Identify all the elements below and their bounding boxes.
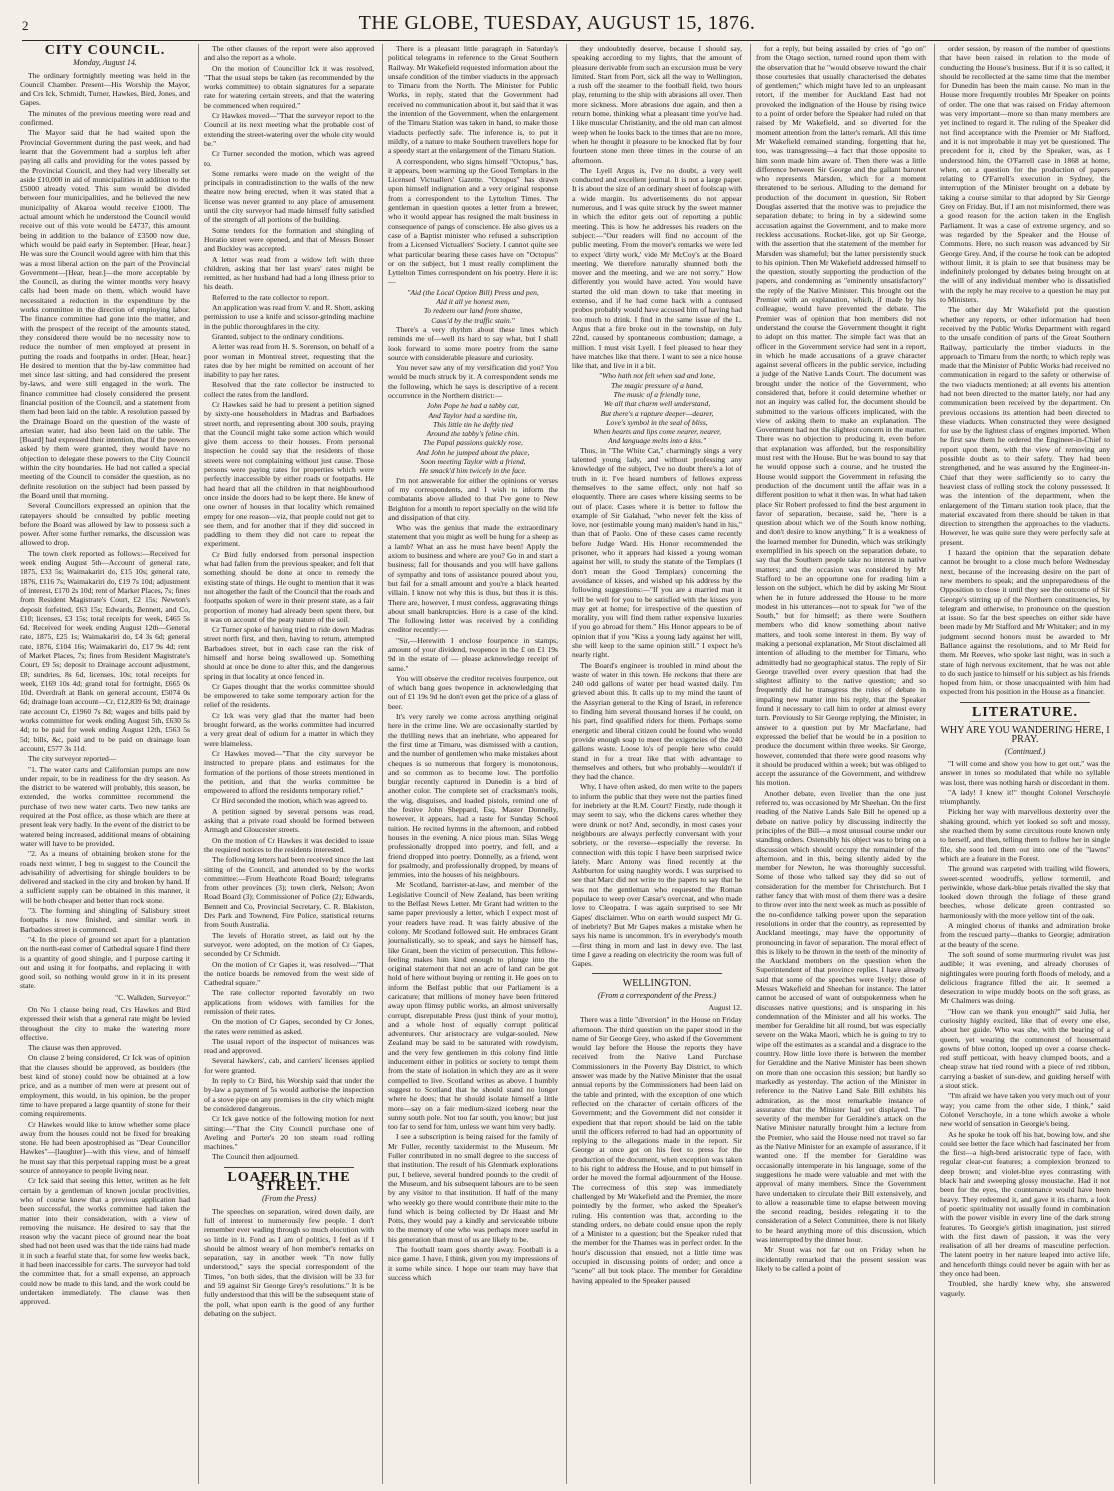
article-paragraph: In reply to Cr Bird, his Worship said that under the by-law a payment of 5s would authorise the inspection of a stove pipe on any premises in the city which might be considered dangerous. xyxy=(204,1076,374,1113)
article-paragraph: The minutes of the previous meeting were read and confirmed. xyxy=(20,108,190,128)
article-paragraph: Cr Hawkes moved—"That the surveyor report to the Council at its next meeting what the probable cost of extending the street-watering over the whole city would be." xyxy=(204,111,374,148)
article-paragraph: "A lady! I knew it!" thought Colonel Verschoyle triumphantly. xyxy=(940,787,1110,807)
article-paragraph: The clause was then approved. xyxy=(28,1043,122,1053)
article-paragraph: A letter was read from H. S. Sorenson, on behalf of a poor woman in Montreal street, requesting that the rates due by her might be remitted on account of her inability to pay her rates. xyxy=(204,342,374,380)
article-paragraph: The rate collector reported favorably on two applications from widows with families for the remission of their rates. xyxy=(204,988,374,1016)
article-paragraph: There was a little "diversion" in the House on Friday afternoon. The third question on the paper stood in the name of Sir George Grey, who asked if the Government would lay before the House the reports they have received from the Native Land Purchase Commissioners in the Poverty Bay District, to which answer was made by the Native Minister that the usual annual reports by the Commissioners had been laid on the table and printed, with the exception of one which reflected on the character of certain officers of the Government; and the Government did not consider it expedient that that report should be laid on the table until the officers referred to had had an opportunity of replying to the allegations made in the report. Sir George at once got on his feet to press for the production of the document, when exception was taken to his right to address the House, and to put himself in order he moved the formal adjournment of the House. The correctness of this step was immediately challenged by Mr Wakefield and the Premier, the more pointedly by the former, who asked the Speaker's ruling. His contention was that, according to the standing orders, no debate could ensue upon the reply of a Minister to a question; but the Speaker ruled that the member for the Thames was in perfect order. In the hour's discussion that ensued, not a little time was occupied in discussing points of order; and once a "scene" all but took place. The member for Geraldine having appealed to the Speaker paused xyxy=(572,1015,742,1285)
article-paragraph: It's very rarely we come across anything original here in the crime line. We are occasionally startled by the thrilling news that an inebriate, who appeared for the first time at Timaru, was dismissed with a caution, and the number of gentlemen who make mistakes about cheques is so numerous that forgery is monotonous, and so common as to become low. The portfolio burglar recently captured in Dunedin is a bird of another color. The complete set of cracksman's tools, the wig, disguises, and loaded pistols, remind one of the festive John Sheppard, Esq. Master Donnelly, however, it appears, had a taste for Sunday School tuition. He recited hymns in the afternoon, and robbed houses in the evening. A nice pious man. Silas Wegg professionally dropped into poetry, and fell, and a friend dropped into poetry. Donnelly, as a friend, went for psalmody, and professionally dropped, by means of jemmies, into the houses of his neighbours. xyxy=(388,712,558,880)
column-3 xyxy=(388,44,558,1484)
verse-block xyxy=(572,371,742,445)
section-rule xyxy=(224,1167,354,1168)
verse-line: The music of a friendly tone, xyxy=(613,389,701,399)
loafer-heading: LOAFER IN THE STREET. xyxy=(227,1169,351,1195)
continued-label: (Continued.) xyxy=(1004,746,1046,756)
story-title: WHY ARE YOU WANDERING HERE, I PRAY. xyxy=(940,725,1110,746)
article-paragraph: Picking her way with marvellous dexterity over the shaking ground, which yet looked so soft and mossy, she reached them by some circuitous route known only to herself, and then, telling them to follow her in single file, she soon led them out into one of the "lawns" which are a feature in the Forest. xyxy=(940,807,1110,863)
article-paragraph: Several hawkers', cab, and carriers' licenses applied for were granted. xyxy=(204,1056,374,1075)
article-paragraph: The ordinary fortnightly meeting was held in the Council Chamber. Present—His Worship the Mayor, and Crs Ick, Schmidt, Turner, Hawkes, Bird, Jones, and Gapes. xyxy=(20,70,190,108)
column-divider xyxy=(750,44,751,1484)
article-paragraph: You will observe the creditor receives fourpence, out of which bang goes twopence in acknowledging that out of £1 19s 9d he don't even get the price of a glass of beer. xyxy=(388,673,558,711)
wellington-dateline: August 12. xyxy=(708,1002,742,1012)
article-paragraph: Cr Bird fully endorsed from personal inspection what had fallen from the previous speaker, and felt that something should be done at once to remedy the existing state of things. He ought to mention that it was not altogether the fault of the Council that the roads and footpaths spoken of were in their present state, as a fair proportion of money had already been spent there, but it was on account of the peaty nature of the soil. xyxy=(204,549,374,624)
article-paragraph: Referred to the rate collector to report. xyxy=(212,292,330,302)
article-paragraph: "1. The water carts and Californian pumps are now under repair, to be in readiness for the dry season. As the district to be watered will probably, this season, be extended, the works committee recommend the purchase of two new water carts. Two new tanks are required at the Post office, as those which are there at present leak very badly. In the event of the district to be watered being increased, additional means of obtaining water will have to be provided. xyxy=(20,764,190,848)
article-paragraph: I'm not answerable for either the opinions or verses of my correspondents, and I wish to inform the combatants above alluded to that I've gone to New Brighton for a month to report specially on the wild life and dissipation of that city. xyxy=(388,475,558,522)
article-paragraph: On No 1 clause being read, Crs Hawkes and Bird expressed their wish that a general rate might be levied throughout the city to make the watering more effective. xyxy=(20,1004,190,1042)
column-divider xyxy=(566,44,567,1484)
literature-heading: LITERATURE. xyxy=(971,704,1079,720)
article-paragraph: The Board's engineer is troubled in mind about the waste of water in this town. He reckons that there are 240 odd gallons of water per head wasted daily. I'm grieved about this. It calls up to my mind the taunt of the Assyrian general to the King of Israel, in reference to finding him several thousand horses if he could, on his part, find qualified riders for them. Perhaps some energetic and liberal citizen could be found who would provide enough soap to meet the exigencies of the 240 gallons waste. Loose lo's of people here who could stand in for a treat like that with advantage to themselves and others, but who probably—wouldn't if they had the chance. xyxy=(572,660,742,782)
article-paragraph: A mingled chorus of thanks and admiration broke from the rescued party—thanks to Georgie; admiration at the beauty of the scene. xyxy=(940,921,1110,949)
article-paragraph: "I'm afraid we have taken you very much out of your way; you came from the other side, I think," said Colonel Verschoyle, in a tone which awoke a whole new world of sensation in Georgie's being. xyxy=(940,1091,1110,1129)
verse-block xyxy=(388,401,558,475)
verse-line: "Aid (the Local Option Bill) Press and pen, xyxy=(407,287,539,297)
verse-line: And John he jumped about the place, xyxy=(416,447,530,457)
article-paragraph: Cr Turner spoke of having tried to ride down Madras street north first, and then, having to return, attempted Barbadoes street, but in each case ran the risk of himself and horse being swallowed up. Something should at once be done to alter this, and the dangerous spring in that locality at once fenced in. xyxy=(204,625,374,681)
article-paragraph: Some tenders for the formation and shingling of Horatio street were opened, and that of Messrs Bosser and Buckley was accepted. xyxy=(204,225,374,254)
article-paragraph: "3. The forming and shingling of Salisbury street footpaths is now finished, and similar work in Barbadoes street is commenced. xyxy=(20,906,190,934)
page-number: 2 xyxy=(22,18,29,33)
verse-line: Aid it all ye honest men, xyxy=(436,297,510,307)
section-rule xyxy=(592,973,722,974)
article-paragraph: "How can we thank you enough?" said Julia, her curiosity highly excited, like that of every one else, about her guide. Who was she, with the bearing of a queen, yet wearing the commonest of housemaid gowns of blue cotton, looped up over a coarse check-red stuff petticoat, with heavy clumped boots, and a cheap straw hat tied round with a piece of red ribbon, carrying a basket of sun-dew, and guiding herself with a stout stick. xyxy=(940,1006,1110,1091)
article-paragraph: I see a subscription is being raised for the family of Mr Fuller, recently taxidermist to the Museum. Mr Fuller contributed in no small degree to the success of that institution. The result of his Glenmark explorations put, I believe, several hundred pounds to the credit of the Museum, and his subsequent labours are to be seen by any visitor to that institution. If half of the many who weekly go there would contribute their mite to the fund which is being collected by Dr Haast and Mr Potts, they would pay a kindly and serviceable tribute to the memory of one who was perhaps more useful in his generation than most of us are likely to be. xyxy=(388,1132,558,1244)
verse-block xyxy=(388,288,558,325)
wellington-heading: WELLINGTON. xyxy=(622,978,692,990)
verse-line: The Papal passions quickly rose, xyxy=(423,438,523,448)
article-paragraph: The Council then adjourned. xyxy=(212,1152,299,1162)
column-divider xyxy=(382,44,383,1484)
article-paragraph: The speeches on separation, wired down daily, are full of interest to numerously few people. I don't remember ever wading through so much elocution with so little in it. Fond as I am of politics, I feel as if I should be almost weary of hon member's remarks on separation, say in another week "I'n now fully understood," says the special correspondent of the Times, "on both sides, that the division will be 33 for and 59 against Sir George Grey's resolutions." It is be fully understood that this will be the subsequent state of the poll, what upon earth is the good of any further debating on the subject. xyxy=(204,1206,374,1318)
article-paragraph: The other clauses of the report were also approved and also the report as a whole. xyxy=(204,44,374,63)
article-paragraph: Thus, in "The White Cat," charmingly sings a very talented young lady, and without professing any knowledge of the subject, I've no doubt there's a lot of truth in it. I've heard numbers of fellows express themselves to the same effect, only not half so eloquently. There are cases where kissing seems to be out of place. Cases where it is better to follow the example of Sir Galahad, "who never felt the kiss of love, nor (estimable young man) maiden's hand in his," than that of Paolo. One of these cases came recently before Judge Ward. His Honor recommended the prisoner, who it appears had kissed a young woman against her will, to study the statute of the Templars (I don't mean the Good Templars) concerning the avoidance of kisses, and wished up his address by the following suggestions:—"If you are a married man it will be well for you to be satisfied with the kisses you may get at home; for irrespective of the question of morality, you will find them rather expensive luxuries if you go abroad for them." His Honor appears to be of opinion that if you "Kiss a young lady against her will, she will keep to the same opinion still." I expect he's nearly right. xyxy=(572,445,742,660)
verse-line: To redeem our land from shame, xyxy=(423,306,523,316)
article-paragraph: Who was the genius that made the extraordinary statement that you might as well be hung for a sheep as a lamb? What an ass he must have been! Apply the axiom to business and where are you? Go in and start a business; fail for thousands and you will have gallons of sympathy and tons of assistance poured about you, but fail for a small amount and you're a black hearted villain. I know not why this is thus, but thus it is this. There are, however, I must confess, aggravating things about small bankruptcies. Here is a case of the kind. The following letter was received by a confiding creditor recently:— xyxy=(388,523,558,635)
column-divider xyxy=(934,44,935,1484)
verse-line: But there's a rapture deeper—dearer, xyxy=(600,408,714,418)
city-council-heading: CITY COUNCIL. xyxy=(44,44,166,58)
article-paragraph: A petition signed by several persons was read, asking that a private road should be formed between Armagh and Gloucester streets. xyxy=(204,806,374,835)
article-paragraph: The Mayor said that he had waited upon the Provincial Government during the past week, and had learnt that the Government had a surplus left after paying all calls and providing for the votes passed by the Provincial Council, and they had very liberally set aside £10,000 in aid of municipalities in addition to the £5000 already voted. This sum would be divided between four municipalities, and he believed the new municipality of Akaroa would receive £1000. The actual amount which he understood the Council would receive out of this vote would be £4737, this amount being in addition to the balance of £3500 now due, which would be paid early in September. [Hear, hear.] He was sure the Council would agree with him that this was a most liberal action on the part of the Provincial Government—[Hear, hear.]—the more acceptable by the Council, as during the winter months very heavy calls had been made on them, which would have necessitated a reduction in the expenditure by the works committee in the direction of employing labor. The finance committee had gone into the matter, and with the prospect of the receipt of the amounts stated, they considered there would be no necessity now to reduce the number of men employed at present in putting the roads and footpaths in order. [Hear, hear.] He desired to mention that the by-law committee had met since last sitting, and had considered the present by-laws, and were still engaged in the work. The finance committee had closely considered the present financial position of the Council, and a statement from them had been laid on the table. A resolution passed by the Drainage Board on the question of the waste of artesian water, had also been laid on the table. The [Board] had expressed their intention, that if the powers asked by them were granted, they would have no objection to delegate these powers to the City Council within the city boundaries. He had not called a special meeting of the Council to consider the question, as no definite resolution on the subject had been passed by the Board until that morning. xyxy=(20,128,190,500)
article-paragraph: Mr Stout was not far out on Friday when he incidentally remarked that the present session was likely to be called a point of xyxy=(756,1245,926,1273)
article-paragraph: On clause 2 being considered, Cr Ick was of opinion that the clauses should be approved, as boulders (the best kind of stone) could now be obtained at a low price, and as a number of men were at present out of employment, this would, in his opinion, be the proper time to have prepared a large quantity of stone for their coming requirements. xyxy=(20,1053,190,1119)
verse-line: "Who hath not felt when sad and lone, xyxy=(598,371,716,381)
verse-line: Love's symbol in the seal of bliss, xyxy=(606,417,708,427)
column-1 xyxy=(20,44,190,1484)
section-rule xyxy=(970,721,1080,722)
article-paragraph: On the motion of Councillor Ick it was resolved, "That the usual steps be taken (as recommended by the works committee) to obtain signatures for a separate rate for watering certain streets, and that the watering be commenced when required." xyxy=(204,63,374,110)
article-paragraph: Cr Turner seconded the motion, which was agreed to. xyxy=(204,149,374,168)
article-paragraph: On the motion of Cr Gapes, seconded by Cr Jones, the rates were remitted as asked. xyxy=(204,1017,374,1036)
article-paragraph: Mr Scotland, barrister-at-law, and member of the Legislative Council of New Zealand, has been writing to the Belfast News Letter. Mr Grant had written to the same paper previously a letter, which I expect most of your readers have read. It was fairly abusive of the colony. Mr Scotland followed suit. He embraces Grant journalistically, so to speak, and says he himself has, like Grant, been the victim of persecution. This fellow-feeling makes him kind enough to plunge into the original statement that not an acre of land can be got hold of here without buying or renting it. He goes on to inform the Belfast public that our Parliament is a caricature; that millions of money have been frittered away upon flimsy public works, an almost universally corrupt, disreputable Press (just think of your motto), and a whole host of equally corrupt political adventurers. Our aristocracy are vulgar-souled. New Zealand may be said to be saturated with rowdyism, and the very few gentlemen in this colony find little inducement either in politics or society to tempt them from the state of isolation in which they are as it were compelled to live. Scotland writes as above. I humbly suggest to Scotland that he should stand no longer where he does; that he should isolate himself a little more—say on a fair medium-sized iceberg near the sunny south pole. Not too far south, you know; but just too far to send for him, unless we want him very badly. xyxy=(388,880,558,1132)
article-paragraph: "4. In the piece of ground set apart for a plantation on the north-east corner of Cathedral square I find there is a quantity of good shingle, and I purpose carting it out and using it for footpaths, and replacing it with good soil, so nothing would grow in it in its present state. xyxy=(20,934,190,991)
article-paragraph: There is a pleasant little paragraph in Saturday's political telegrams in reference to the Great Southern Railway. Mr Wakefield requested information about the unsafe condition of the timber viaducts in the approach to Timaru from the North. The Minister for Public Works, in reply, stated that the Government had received no communication about it, but said that it was the intention of the Government, when the enlargement of the Timaru Station was taken in hand, to make those viaducts perfectly safe. The inference is, to put it mildly, of a nature to make Southern travellers hope for a speedy start at the enlargement of the Timaru Station. xyxy=(388,44,558,156)
article-paragraph: On the motion of Cr Hawkes it was decided to issue the required notices to the residents interested. xyxy=(204,835,374,854)
verse-line: Caus'd by the traffic stain." xyxy=(431,315,515,325)
article-paragraph: "I will come and show you how to get out," was the answer in tones so modulated that while no syllable was lost, there was nothing harsh or discordant in them. xyxy=(940,758,1110,787)
article-paragraph: The soft sound of some murmuring rivulet was just audible; it was evening, and already choruses of nightingales were pouring forth floods of melody, and a delicious fragrance filled the air. It seemed a desecration to wipe muddy boots on the soft grass, as Mr Chalmers was doing. xyxy=(940,949,1110,1006)
verse-line: And Taylor had a sardine tin, xyxy=(428,410,518,420)
wellington-byline: (From a correspondent of the Press.) xyxy=(597,990,717,1000)
loafer-byline: (From the Press) xyxy=(261,1194,317,1204)
article-paragraph: Another debate, even livelier than the one just referred to, was occasioned by Mr Sheehan. On the first reading of the Native Lands Sale Bill he opened up a debate on native policy by discussing indirectly the principles of the Bill—a most unusual course under our standing orders. Ostensibly his object was to bring on a discussion which should occupy the remainder of the afternoon, and in this, being silently aided by the member for Newton, he was thoroughly successful. Some of those who talked say they did so out of consideration for the member for Christchurch. But I rather fancy that with most of them there was a desire to throw over into the next week as much as possible of the no-confidence talking power upon the separation resolutions in order that the country, as represented by Auckland meetings, may have the opportunity of pronouncing in favor of separation. The moral effect of this is likely to be thrown in the teeth of the minority of the Auckland members on the question when the Superintendent of that province replies. I have already said that some of the speeches were lively; those of Messrs Wakefield and Sheehan for instance. The latter cannot be accused of want of outspokenness when he discusses native questions; and is unsparing in his condemnation of the Minister and all his works. The member for Geraldine hit all round, but was especially severe on the Waka Maori, which he is going to try to wipe off the estimates as a scandal and a disgrace to the country. How little love there is between the member for Geraldine and the Native Minister has been shown on more than one occasion this session; but hardly so markedly as yesterday. The action of the Minister in reference to the Native Land Sale Bill exhibits his admiration, as the most remarkable instance of assurance that the Minister had yet displayed. The severity of the member for Geraldine's attack on the Native Minister naturally brought him a lecture from the Premier, who said the House need not travel so far as the Native Minister for an example of assurance, if it wanted one. If the member for Geraldine was occasionally intemperate in his language, some of the suggestions he made were valuable and met with the approval of many members. Since the Government have undertaken to circulate their Bill extensively, and to allow a reasonable time to elapse between moving the second reading, besides relegating it to the consideration of a Select Committee, there is not likely to be heard anything more of this discussion, which was interrupted by the dinner hour. xyxy=(756,788,926,1244)
article-paragraph: The city surveyor reported— xyxy=(28,754,117,764)
article-paragraph: A correspondent, who signs himself "Octopus," has, it appears, been warming up the Good Templars in the Licensed Victuallers' Gazette. "Octopus" has drawn upon himself indignation and a very original response from a correspondent to the Lyttelton Times. The gentleman in question quotes a letter from a brewer, who it would appear has resigned the malt business in consequence of pangs of conscience. He also gives us a case of a Baptist minister who refused a subscription from a Licensed Victuallers' Society. I cannot quite see what particular bearing these cases have on "Octopus" or on the subject, but I must really compliment the Lyttelton Times correspondent on his poetry. Here it is:— xyxy=(388,156,558,287)
verse-line: Around the tabby's feline chin. xyxy=(426,429,520,439)
columns xyxy=(20,44,1110,1484)
article-paragraph: Why, I have often asked, do men write to the papers to inform the public that they were not the parties fined for inebriety at the R.M. Court? Firstly, rude though it may seem to say, who the dickens cares whether they were drunk or not? And, secondly, in most cases your neighbours are always perfectly conversant with your sobriety, or the reverse—especially the reverse. In connection with this topic I have been surprised twice lately. Marc Antony was fined recently at the Ashburton for using naughty words. I was surprised to see that Marc did not write to the papers to say that he was not the gentleman who requested the Roman populace to weep over Cæsar's overcoat, and who made love to Cleopatra. I was again surprised to see Mr Gapes' disclaimer. Who on earth would suspect Mr G. of inebriety? But Mr Gapes makes a mistake when he says his name is uncommon. It's in everybody's mouth—first thing in morn and last in dewy eve. The last time I gave a reading on electricity the room was full of Gapes. xyxy=(572,782,742,969)
verse-line: We all that charm well understand, xyxy=(603,399,711,409)
article-paragraph: Cr Bird seconded the motion, which was agreed to. xyxy=(212,796,368,806)
article-paragraph: they undoubtedly deserve, because I should say, speaking according to my lights, that the amount of pleasure derivable from such an excursion must be very limited. Start from Port, sick all the way to Wellington, a rush off the steamer to the football field, two hours play, returning to the ship with abrasions all over. Then more sickness. More abrasions due again, and then a return home, thinking what a pleasant time you've had. I like muscular Christianity, and the old man can almost weep when he looks back to the times that are no more, when he thought it pleasure to be knocked flat by four fourteen stone men three times in the course of an afternoon. xyxy=(572,44,742,165)
column-4 xyxy=(572,44,742,1484)
article-paragraph: The football team goes shortly away. Football is a nice game. I have, I think, given you my impressions of it some while since. I hope our team may have that success which xyxy=(388,1245,558,1282)
article-paragraph: The other day Mr Wakefield put the question whether any reports, or other information had been received by the Public Works Department with regard to the unsafe condition of parts of the Great Southern Railway, particularly the timber viaducts in the approach to Timaru from the north; to which reply was made that the Minister of Public Works had received no communication in regard to the safety or otherwise of the two viaducts mentioned; at all events his attention had not been directed to the matter lately, nor had any communication been received by the department. On previous occasions its attention had been directed to these viaducts. When constructed they were designed for use by the lightest class of engines imported. When he first saw them he ordered the Engineer-in-Chief to report upon them, with the view of removing any possible doubt as to their safety. They had been strengthened, and he was assured by the Engineer-in-Chief that they were sufficiently so to carry the heaviest class of rolling stock the colony possessed. It was the intention of the department, when the enlargement of the Timaru station took place, that the material excavated from there should be taken in that direction to strengthen the approaches to the viaducts. However, he was quite sure they were perfectly safe at present. xyxy=(940,305,1110,547)
article-paragraph: The usual report of the inspector of nuisances was read and approved. xyxy=(204,1036,374,1056)
article-paragraph: for a reply, but being assailed by cries of "go on" from the Otago section, turned round upon them with the observation that he "would observe toward the chair those courtesies that usually characterised the debates of gentlemen;" which might have led to an unpleasant retort, if the member for Auckland East had not provoked the indignation of the House by rising twice to a point of order before the Speaker had ruled on that raised by Mr Wakefield, and so diverted for the moment attention from the latter's remark. All this time Mr Wakefield remained standing, forgetting that he, too, was transgressing—a fact that those opposite to him soon made him aware of. Then there was a little difference between Sir George and the gallant baronet who represents Marsden, which for a moment threatened to be serious. Alluding to the demand for production of the document in question, Sir Robert Douglas asserted that the motive was to prejudice the separation debate; to bring in by a sidewind some accusation against the Government, and to make more reckless accusations. Rocket-like, got up Sir George, with the assertion that the statement of the member for Marsden was shameful; but the latter persistently stuck to his opinion. Then Mr Wakefield addressed himself to the question, stoutly supporting the production of the papers, and condemning as "eminently unsatisfactory" the reply of the Native Minister. This brought out the Premier with an explanation, which, if made by his colleague, would have prevented the debate. The Premier was of opinion that hon members did not understand the course the Government thought it right to adopt on this matter. The simple fact was that an officer in the Government service had sent in a report, in which he made accusations of a grave character against several officers in the public service, including a judge of the Native Lands Court. The document was brought under the notice of the Government, who considered that, before it could determine whether or not an inquiry was called for, the document should be submitted to the various officers implicated, with the view of asking them to make an explanation. The Government had not the slightest concern in the matter. There was no objection to producing it, even before that explanation was afforded, but the responsibility must rest with the House. But he was bound to say that he would oppose such a course, and he trusted the House would support the Government in refusing the production of the document until the affair was in a different position to what it then was. In what had taken place Sir Robert professed to find the best argument in favor of separation, because, said he, "here is a question about which we of the South know nothing, and don't desire to know anything." It is a weakness of the learned member for Dunedin, which was strikingly exemplified in his speech on the separation debate, to say that the Southern people take no interest in native matters; and the occasion was considered by Mr Stafford to be an opportune one for reading him a lesson on the subject, which he did by asking Mr Stout when he in future addressed the House to be more modest in his utterances—not to speak for "we of the South," but for himself; as there were Southern members who did know something about native matters, and took some interest in them. By way of making a personal explanation, Mr Stout disclaimed all intention of alluding to the member for Timaru, who admittedly had no geographical status. The reply of Sir George travelled over every question that had the slightest affinity to the native question; and so frequently did he transgress the rules of debate in impaling new matter into his reply, that the Speaker found it necessary to call him to order at almost every turn. Previously to Sir George replying, the Minister, in answer to a question put by Mr Macfarlane, had expressed the belief that he would be in a position to produce the document within three weeks. Sir George, however, contended that there were good reasons why it should be produced within a week; but was obliged to accept the assurance of the Government, and withdrew his motion. xyxy=(756,44,926,788)
city-council-dateline: Monday, August 14. xyxy=(73,58,137,68)
article-paragraph: Cr Ick was very glad that the matter had been brought forward, as the works committee had incurred a very great deal of odium for a matter in which they were blameless. xyxy=(204,710,374,748)
article-paragraph: You never saw any of my versification did you? You would be much struck by it. A correspondent sends me the following, which he says is descriptive of a recent occurrence in the Northern district:— xyxy=(388,363,558,400)
verse-line: Soon meeting Taylor with a friend, xyxy=(420,457,526,467)
verse-line: John Pope he had a tabby cat, xyxy=(426,401,520,411)
column-divider xyxy=(198,44,199,1484)
verse-line: The magic pressure of a hand, xyxy=(611,380,703,390)
article-paragraph: The ground was carpeted with trailing wild flowers, sweet-scented woodruffs, yellow tormentil, and periwinkle, whose dark-blue petals rivalled the sky that looked down through the foliage of these grand beeches, whose delicate green contrasted so harmoniously with the more yellow tint of the oak. xyxy=(940,864,1110,920)
article-paragraph: A letter was read from a widow left with three children, asking that her last years' rates might be remitted, as her husband had had a long illness prior to his death. xyxy=(204,254,374,292)
verse-line: And language melts into a kiss." xyxy=(607,436,707,446)
article-paragraph: The following letters had been received since the last sitting of the Council, and attended to by the works committee:—From Heathcote Road Board; telegrams from other provinces (3); town clerk, Nelson; Avon Road Board (3); Commissioner of Police (2); Edwards, Bennett and Co, Provincial Secretary, C. R. Blakiston, Drs Park and Townend, Fire Police, statistical returns from South Australia. xyxy=(204,855,374,930)
article-paragraph: There's a very rhythm about these lines which reminds me of—well its hard to say what, but I shall look forward to some more poetry from the same source with considerable pleasure and curiosity. xyxy=(388,324,558,362)
article-paragraph: Troubled, she hardly knew why, she answered vaguely. xyxy=(940,1279,1110,1298)
article-paragraph: "Sir,—Herewith I enclose fourpence in stamps, amount of your dividend, twopence in the £ on £1 19s 9d in the estate of — please acknowledge receipt of same." xyxy=(388,635,558,673)
article-paragraph: Some remarks were made on the weight of the principals in contradistinction to the walls of the new theatre now being erected, when it was stated that a license was never granted to any place of amusement until the city surveyor had made himself fully satisfied of the strength of all portions of the building. xyxy=(204,168,374,225)
article-paragraph: order session, by reason of the number of questions that have been raised in relation to the mode of conducting the House's business. But if it is so called, it should be recollected at the same time that the member for Dunedin has been the main cause. No man in the House more frequently troubles Mr Speaker on points of order. The one that was raised on Friday afternoon was very important—more so than many members are yet inclined to regard it. The ruling of the Speaker did not find acceptance with the Premier or Mr Stafford, and it is not improbable it may yet be questioned. The precedent for it, cited by the Speaker, was, as I understood him, the O'Farrell case in 1868 at home, when, on a question for the production of papers relating to O'Farrell's execution in Sydney, the interruption of the Minister brought on a debate by taking a course similar to that adopted by Sir George Grey on Friday. But, if I am not misinformed, there was a good reason for the action taken in the English Parliament. It was a case of extreme urgency, and so was regarded by the Speaker and the House of Commons. Here, no such reason was advanced by Sir George Grey. And, if the course he took can be adopted without limit, it is plain to see that business may be indefinitely prolonged by debates being brought on at the will of any individual member who is dissatisfied with the reply he may receive to a question he may put to Ministers. xyxy=(940,44,1110,305)
article-paragraph: Cr Gapes thought that the works committee should be empowered to take some temporary action for the relief of the residents. xyxy=(204,681,374,710)
article-paragraph: Cr Hawkes would like to know whether some place away from the houses could not be fixed for breaking stone. He had been apostrophised as "Dear Councillor Hawkes"—[laughter]—with this view, and of himself he must say that this perpetual rapping must be a great source of annoyance to people living near. xyxy=(20,1119,190,1176)
verse-line: This little tin he deftly tied xyxy=(433,419,513,429)
column-6 xyxy=(940,44,1110,1484)
article-paragraph: The levels of Horatio street, as laid out by the surveyor, were adopted, on the motion of Cr Gapes, seconded by Cr Schmidt. xyxy=(204,930,374,959)
verse-line: He smack'd him twicely in the face. xyxy=(419,466,527,476)
article-paragraph: The town clerk reported as follows:—Received for week ending August 5th—Account of general rate, 1875, £33 5s; Waimakariri do, £15 10s; general rate, 1876, £116 7s; Waimakariri do, £19 7s 10d; adjustment of interest, £170 2s 10d; rent of Market Places, 7s; fines from Resident Magistrate's Court, £2 15s; Newton's deposit forfeited, £63 15s; Edwards, Bennett, and Co, £10; licenses, £3 15s; total receipts for week, £465 5s 6d. Received for week ending August 12th—General rate, 1875, £25 1s; Waimakariri do, £4 3s 6d; general rate, 1876, £104 16s; Waimakariri do, £17 9s 4d; rent of Market Places, 7s; fines from Resident Magistrate's Court, £9 5s; deposit to Drainage account adjustment, £8; sundries, 8s 6d, licenses, 10s; total receipts for week, £169 10s 4d; grand total for fortnight, £665 0s 10d. Overdraft at Bank on general account, £5074 0s 6d; drainage loan account—Cr, £12,839 6s 9d; drainage rate account Cr, £1960 7s 8d; wages and bills paid by works committee for week ending August 5th, £630 5s 4d; to be paid for week ending August 12th, £563 5s 5d; bills, &c, paid and to be paid on drainage loan account, £577 3s 11d. xyxy=(20,548,190,753)
article-paragraph: On the motion of Cr Gapes it, was resolved—"That the notice boards be removed from the west side of Cathedral square." xyxy=(204,959,374,988)
article-paragraph: Cr Hawkes said he had to present a petition signed by sixty-one householders in Madras and Barbadoes street north, and representing about 300 souls, praying that the Council might take some action which would give them access to their houses. From personal inspection he could say that the residents of those streets were not complaining without just cause. Those persons were paying rates for properties which were perfectly inaccessible by either roads or footpaths. He had heard that all the children in that neighbourhood once inside the doors had to be kept there. He knew of one owner of houses in that locality which remained empty for one reason—viz, that people could not get to see them, and for another that if they did succeed in paddling to them they did not care to repeat the experiment. xyxy=(204,399,374,549)
article-paragraph: An application was read from V. and R. Shott, asking permission to use a knife and scissor-grinding machine in the public thoroughfares in the city. xyxy=(204,303,374,331)
masthead xyxy=(22,6,1092,41)
column-2 xyxy=(204,44,374,1484)
article-paragraph: Cr Ick said that seeing this letter, written as he felt certain by a gentleman of known jocular proclivities, who of course knew that a previous application had been successful, the works committee had taken the matter into their consideration, with a view of removing the nuisance. He desired to say that the reason why the vacant piece of ground near the boat shed had not been used was that the tide rains had made it in such a fearful state that, for some few weeks back, it had been inaccessible for carts. The surveyor had told the committee that, for a small expense, an approach could now be made to this land, and the work could be undertaken immediately. The clause was then approved. xyxy=(20,1176,190,1307)
article-paragraph: Granted, subject to the ordinary conditions. xyxy=(212,331,344,341)
article-paragraph: Several Councillors expressed an opinion that the ratepayers should be consulted by public meeting before the Board was allowed by law to possess such a power. After some further remarks, the discussion was allowed to drop. xyxy=(20,501,190,548)
article-paragraph: "2. As a means of obtaining broken stone for the roads next winter, I beg to suggest to the Council the advisability of advertising for shingle boulders to be delivered and stacked in the city and broken by hand. If a sufficient supply can be obtained in this manner, it will be both cheaper and better than rock stone. xyxy=(20,849,190,905)
article-paragraph: I hazard the opinion that the separation debate cannot be brought to a close much before Wednesday next, because of the increasing desire on the part of new members to speak; and the unpreparedness of the Opposition to close it until they see the outcome of Sir George's stirring up of the Northern constituencies, by telegram and otherwise, to pronounce on the question at issue. So far the best speeches on either side have been made by Mr Stafford and Mr Whitaker; and in my judgment second honors must be awarded to Mr Ballance against the resolutions, and to Mr Reid for them. Mr Reeves, who spoke last night, was in such a state of high nervous excitement, that he was not able to do such justice to himself or his subject as his friends hoped from him, or those unacquainted with him had expected from his position in the House as a financier. xyxy=(940,548,1110,697)
verse-line: When hearts and lips come nearer, nearer, xyxy=(592,427,722,437)
surveyor-signature: "C. Walkden, Surveyor." xyxy=(115,992,190,1002)
column-5 xyxy=(756,44,926,1484)
article-paragraph: Cr Hawkes moved—"That the city surveyor be instructed to prepare plans and estimates for the formation of the portions of those streets mentioned in the petition, and that the works committee be empowered to afford the residents temporary relief." xyxy=(204,748,374,796)
masthead-title: THE GLOBE, TUESDAY, AUGUST 15, 1876. xyxy=(358,12,756,34)
section-rule xyxy=(960,702,1090,703)
article-paragraph: As he spoke he took off his hat, bowing low, and she could see better the face which had fascinated her from the first—a high-bred aristocratic type of face, with regular clear-cut features; a complexion bronzed to deep brown; and violet-blue eyes contrasting with black hair and sweeping glossy moustache. Had it not been for the eyes, the countenance would have been heavy. They redeemed it, and gave it its charm, a look of poetic spirituality not usually found in combination with the power visible in every line of the dark strong features. To Georgie's girlish imagination, just stirred with the first dawn of passion, it was the very realisation of all her dreams of masculine perfection. The latent poetry in her nature leaped into active life, and henceforth things could never be again with her as they once had been. xyxy=(940,1129,1110,1278)
article-paragraph: The Lyell Argus is, I've no doubt, a very well conducted and excellent journal. It is not a large paper. It is about the size of an ordinary sheet of foolscap with a wide margin. Its advertisements do not appear numerous, and I was quite struck by the sweet manner in which the editor gets out of reporting a public meeting. This is how he addresses his readers on the subject:—"Our readers will find no account of the public meeting. From the mover's remarks we were led to expect 'dirty work,' vide Mr McCoy's at the Board meeting. We therefore naturally shunned both the mover and the meeting, and we are not sorry." How differently you would have acted. You would have started the old man down to take that meeting in extenso, and if he had come back with a contused probos probably would have accused him of having had too much to drink. I find in the same issue of the L. Argus that a fire broke out in the township, on July 22nd, caused by spontaneous combustion; damage, a million. I must visit Lyell. I feel pleased to hear they have matches like that there. I want to see a nice house like that, and live in it a bit. xyxy=(572,165,742,371)
article-paragraph: Resolved that the rate collector be instructed to collect the rates from the landlord. xyxy=(204,380,374,399)
article-paragraph: Cr Ick gave notice of the following motion for next sitting:—"That the City Council purchase one of Aveling and Porter's 20 ton steam road rolling machines." xyxy=(204,1114,374,1152)
